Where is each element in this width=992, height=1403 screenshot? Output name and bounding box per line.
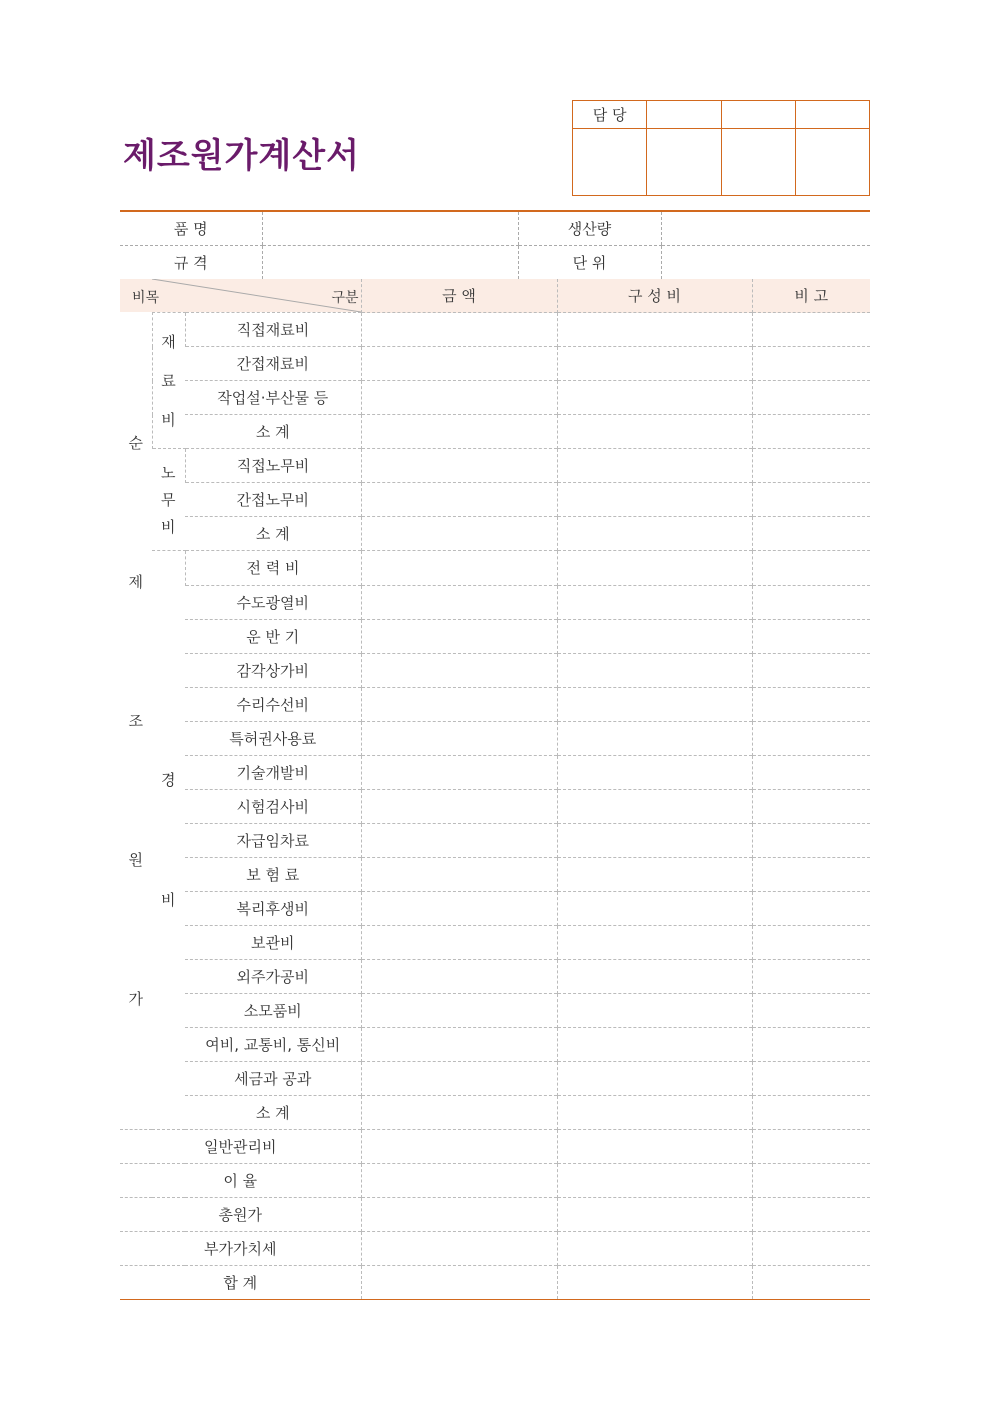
remarks-cell[interactable]	[752, 619, 870, 653]
expense-item-label: 감각상가비	[185, 653, 361, 687]
expense-item-label: 보 험 료	[185, 857, 361, 891]
material-group-label	[153, 323, 185, 439]
summary-item-label: 총원가	[120, 1197, 361, 1231]
amount-cell[interactable]	[361, 755, 557, 789]
expense-item-label: 수리수선비	[185, 687, 361, 721]
amount-cell[interactable]	[361, 823, 557, 857]
table-row	[120, 925, 870, 959]
ratio-cell[interactable]	[557, 925, 752, 959]
header-item-label: 비목	[132, 290, 160, 306]
remarks-cell[interactable]	[752, 585, 870, 619]
table-row	[120, 653, 870, 687]
expense-item-label: 운 반 기	[185, 619, 361, 653]
approval-slot-3-header[interactable]	[795, 101, 869, 129]
remarks-cell[interactable]	[752, 347, 870, 381]
ratio-cell[interactable]	[557, 993, 752, 1027]
header-ratio: 구 성 비	[557, 279, 752, 313]
material-item-label: 작업설·부산물 등	[185, 381, 361, 415]
labor-group-label-char: 노	[161, 463, 176, 482]
approval-sign-3[interactable]	[795, 129, 869, 196]
ratio-cell[interactable]	[557, 517, 752, 551]
remarks-cell[interactable]	[752, 993, 870, 1027]
expense-item-label: 기술개발비	[185, 755, 361, 789]
ratio-cell[interactable]	[557, 347, 752, 381]
table-row	[120, 1163, 870, 1197]
amount-cell[interactable]	[361, 1231, 557, 1265]
expense-item-label: 여비, 교통비, 통신비	[185, 1027, 361, 1061]
amount-cell[interactable]	[361, 483, 557, 517]
remarks-cell[interactable]	[752, 551, 870, 585]
summary-item-label: 일반관리비	[120, 1129, 361, 1163]
production-quantity-field[interactable]	[661, 211, 870, 246]
remarks-cell[interactable]	[752, 925, 870, 959]
table-row	[120, 1095, 870, 1129]
table-row	[120, 1265, 870, 1299]
table-row	[120, 823, 870, 857]
manufacturing-cost-group	[120, 313, 152, 1130]
labor-group-label	[152, 459, 185, 541]
header-category-label: 구분	[331, 290, 359, 306]
table-row	[120, 449, 870, 483]
main-group-label-char: 순	[128, 433, 143, 452]
summary-item-label: 이 율	[120, 1163, 361, 1197]
header-diagonal-cell	[120, 279, 361, 313]
product-info-table	[120, 210, 870, 280]
summary-item-label: 부가가치세	[120, 1231, 361, 1265]
table-row	[120, 687, 870, 721]
approval-sign-0[interactable]	[573, 129, 647, 196]
remarks-cell[interactable]	[752, 789, 870, 823]
expense-item-label: 특허권사용료	[185, 721, 361, 755]
expense-item-label: 소모품비	[185, 993, 361, 1027]
amount-cell[interactable]	[361, 1061, 557, 1095]
remarks-cell[interactable]	[752, 687, 870, 721]
ratio-cell[interactable]	[557, 653, 752, 687]
ratio-cell[interactable]	[557, 619, 752, 653]
remarks-cell[interactable]	[752, 313, 870, 347]
expense-item-label: 보관비	[185, 925, 361, 959]
document-title: 제조원가계산서	[123, 136, 360, 176]
ratio-cell[interactable]	[557, 721, 752, 755]
amount-cell[interactable]	[361, 857, 557, 891]
table-row	[120, 1129, 870, 1163]
amount-cell[interactable]	[361, 993, 557, 1027]
amount-cell[interactable]	[361, 1163, 557, 1197]
labor-item-label: 직접노무비	[185, 449, 361, 483]
cost-table	[120, 279, 870, 1300]
expense-item-label: 세금과 공과	[185, 1061, 361, 1095]
amount-cell[interactable]	[361, 381, 557, 415]
ratio-cell[interactable]	[557, 1095, 752, 1129]
ratio-cell[interactable]	[557, 1027, 752, 1061]
table-row	[120, 585, 870, 619]
ratio-cell[interactable]	[557, 823, 752, 857]
expense-item-label: 시험검사비	[185, 789, 361, 823]
spec-field[interactable]	[262, 246, 518, 280]
table-row	[120, 415, 870, 449]
expense-group	[152, 551, 185, 1129]
amount-cell[interactable]	[361, 415, 557, 449]
table-row	[120, 1061, 870, 1095]
ratio-cell[interactable]	[557, 857, 752, 891]
remarks-cell[interactable]	[752, 891, 870, 925]
labor-item-label: 소 계	[185, 517, 361, 551]
amount-cell[interactable]	[361, 517, 557, 551]
amount-cell[interactable]	[361, 959, 557, 993]
amount-cell[interactable]	[361, 789, 557, 823]
ratio-cell[interactable]	[557, 313, 752, 347]
header-remarks: 비 고	[752, 279, 870, 313]
table-row	[120, 1197, 870, 1231]
production-quantity-label: 생산량	[518, 211, 661, 246]
ratio-cell[interactable]	[557, 1231, 752, 1265]
remarks-cell[interactable]	[752, 823, 870, 857]
remarks-cell[interactable]	[752, 517, 870, 551]
remarks-cell[interactable]	[752, 755, 870, 789]
approval-sign-2[interactable]	[721, 129, 795, 196]
material-item-label: 직접재료비	[185, 313, 361, 347]
ratio-cell[interactable]	[557, 1163, 752, 1197]
labor-group-label-char: 무	[161, 491, 176, 510]
expense-item-label: 전 력 비	[185, 551, 361, 585]
table-row	[120, 789, 870, 823]
remarks-cell[interactable]	[752, 1027, 870, 1061]
expense-group-label	[152, 720, 185, 960]
amount-cell[interactable]	[361, 1027, 557, 1061]
remarks-cell[interactable]	[752, 1163, 870, 1197]
table-row	[120, 993, 870, 1027]
table-row	[120, 1027, 870, 1061]
ratio-cell[interactable]	[557, 891, 752, 925]
ratio-cell[interactable]	[557, 381, 752, 415]
main-group-label-char: 원	[128, 851, 143, 870]
approval-sign-1[interactable]	[647, 129, 721, 196]
material-group	[152, 313, 185, 449]
remarks-cell[interactable]	[752, 381, 870, 415]
table-row	[120, 313, 870, 347]
table-row	[120, 857, 870, 891]
table-row	[120, 959, 870, 993]
ratio-cell[interactable]	[557, 483, 752, 517]
spec-label: 규 격	[120, 246, 262, 280]
material-item-label: 간접재료비	[185, 347, 361, 381]
expense-item-label: 외주가공비	[185, 959, 361, 993]
ratio-cell[interactable]	[557, 551, 752, 585]
ratio-cell[interactable]	[557, 1129, 752, 1163]
ratio-cell[interactable]	[557, 1197, 752, 1231]
amount-cell[interactable]	[361, 1197, 557, 1231]
material-group-label-char: 료	[161, 371, 176, 390]
summary-item-label: 합 계	[120, 1265, 361, 1299]
remarks-cell[interactable]	[752, 653, 870, 687]
ratio-cell[interactable]	[557, 687, 752, 721]
ratio-cell[interactable]	[557, 585, 752, 619]
amount-cell[interactable]	[361, 551, 557, 585]
ratio-cell[interactable]	[557, 1265, 752, 1299]
table-row	[120, 619, 870, 653]
expense-group-label-char: 비	[161, 891, 176, 910]
material-group-label-char: 비	[161, 410, 176, 429]
amount-cell[interactable]	[361, 687, 557, 721]
remarks-cell[interactable]	[752, 1231, 870, 1265]
table-row	[120, 517, 870, 551]
ratio-cell[interactable]	[557, 415, 752, 449]
table-row	[120, 551, 870, 585]
remarks-cell[interactable]	[752, 415, 870, 449]
remarks-cell[interactable]	[752, 959, 870, 993]
remarks-cell[interactable]	[752, 1265, 870, 1299]
remarks-cell[interactable]	[752, 1095, 870, 1129]
unit-field[interactable]	[661, 246, 870, 280]
approval-slot-1-header[interactable]	[647, 101, 721, 129]
amount-cell[interactable]	[361, 653, 557, 687]
expense-item-label: 소 계	[185, 1095, 361, 1129]
remarks-cell[interactable]	[752, 483, 870, 517]
amount-cell[interactable]	[361, 925, 557, 959]
remarks-cell[interactable]	[752, 1129, 870, 1163]
ratio-cell[interactable]	[557, 449, 752, 483]
amount-cell[interactable]	[361, 721, 557, 755]
amount-cell[interactable]	[361, 1095, 557, 1129]
product-name-label: 품 명	[120, 211, 262, 246]
amount-cell[interactable]	[361, 313, 557, 347]
table-row	[120, 381, 870, 415]
unit-label: 단 위	[518, 246, 661, 280]
approval-label: 담 당	[573, 101, 647, 129]
table-row	[120, 755, 870, 789]
amount-cell[interactable]	[361, 585, 557, 619]
header-amount: 금 액	[361, 279, 557, 313]
expense-item-label: 복리후생비	[185, 891, 361, 925]
ratio-cell[interactable]	[557, 755, 752, 789]
amount-cell[interactable]	[361, 347, 557, 381]
amount-cell[interactable]	[361, 891, 557, 925]
ratio-cell[interactable]	[557, 1061, 752, 1095]
amount-cell[interactable]	[361, 619, 557, 653]
remarks-cell[interactable]	[752, 857, 870, 891]
table-row	[120, 1231, 870, 1265]
table-row	[120, 721, 870, 755]
main-group-label-char: 조	[128, 711, 143, 730]
labor-item-label: 간접노무비	[185, 483, 361, 517]
remarks-cell[interactable]	[752, 449, 870, 483]
main-group-label-char: 제	[128, 572, 143, 591]
material-item-label: 소 계	[185, 415, 361, 449]
approval-box	[572, 100, 870, 196]
remarks-cell[interactable]	[752, 1197, 870, 1231]
main-group-label-char: 가	[128, 990, 143, 1009]
ratio-cell[interactable]	[557, 789, 752, 823]
expense-item-label: 수도광열비	[185, 585, 361, 619]
amount-cell[interactable]	[361, 1265, 557, 1299]
table-row	[120, 891, 870, 925]
remarks-cell[interactable]	[752, 721, 870, 755]
approval-slot-2-header[interactable]	[721, 101, 795, 129]
expense-group-label-char: 경	[161, 771, 176, 790]
material-group-label-char: 재	[161, 333, 176, 352]
expense-item-label: 자급임차료	[185, 823, 361, 857]
labor-group	[152, 449, 185, 551]
remarks-cell[interactable]	[752, 1061, 870, 1095]
main-group-label	[120, 313, 152, 1129]
table-row	[120, 347, 870, 381]
table-row	[120, 483, 870, 517]
amount-cell[interactable]	[361, 449, 557, 483]
ratio-cell[interactable]	[557, 959, 752, 993]
amount-cell[interactable]	[361, 1129, 557, 1163]
labor-group-label-char: 비	[161, 518, 176, 537]
product-name-field[interactable]	[262, 211, 518, 246]
